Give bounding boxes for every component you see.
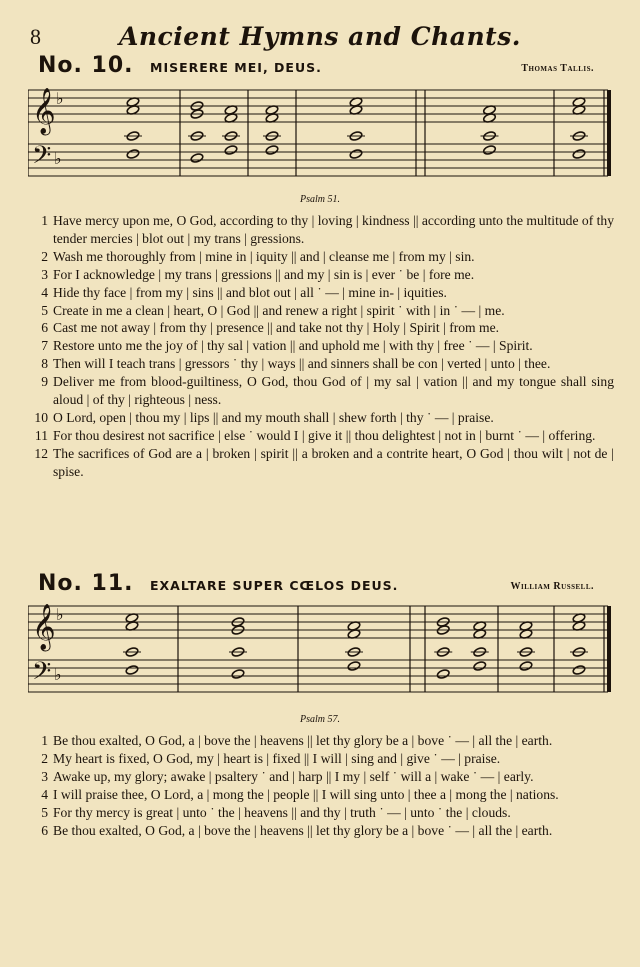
flat-sign-icon: ♭: [54, 149, 62, 168]
verse-text: Deliver me from blood-guiltiness, O God, thou God of | my sal | vation || and my tongue shall sing aloud | of thy | righteous | ness.: [53, 374, 614, 408]
verse-text: I will praise thee, O Lord, a | mong the | people || I will sing unto | thee a | mong the | nations.: [53, 786, 559, 802]
note-head: [473, 661, 487, 672]
verse: [30, 319, 614, 337]
verse-number: 7: [41, 338, 48, 354]
verse: [30, 355, 614, 373]
verse: [30, 786, 614, 804]
verse-list: [30, 212, 614, 481]
note-head: [126, 149, 140, 160]
verse-list: [30, 732, 614, 839]
verse-number: 3: [41, 768, 48, 784]
hymn-number: No. 10.: [38, 53, 134, 78]
verse: [30, 445, 614, 481]
verse-number: 4: [41, 284, 48, 300]
note-head: [265, 145, 279, 156]
flat-sign-icon: ♭: [54, 665, 62, 684]
verse-number: 2: [41, 750, 48, 766]
verse-number: 1: [41, 733, 48, 748]
verse-number: 5: [41, 804, 48, 820]
note-head: [347, 661, 361, 672]
bass-clef-icon: 𝄢: [32, 657, 52, 692]
verse: [30, 337, 614, 355]
verse-text: My heart is fixed, O God, my | heart is | fixed || I will | sing and | give ˙ — | praise.: [53, 750, 501, 766]
final-barline: [607, 606, 611, 692]
verse-text: Awake up, my glory; awake | psaltery ˙ and | harp || I my | self ˙ will a | wake ˙ — | early.: [53, 768, 534, 784]
hymn-title: EXALTARE SUPER CŒLOS DEUS.: [150, 578, 399, 593]
verse-text: Be thou exalted, O God, a | bove the | heavens || let thy glory be a | bove ˙ — | all the | earth.: [53, 733, 553, 748]
verse: [30, 302, 614, 320]
hymn-number: No. 11.: [38, 571, 134, 596]
psalm-label: Psalm 57.: [300, 714, 340, 725]
note-head: [125, 665, 139, 676]
verse-text: Restore unto me the joy of | thy sal | vation || and uphold me | with thy | free ˙ — | Spirit.: [53, 338, 533, 354]
chant-score-svg: [28, 600, 614, 710]
note-head: [572, 149, 586, 160]
note-head: [231, 669, 245, 680]
verse-text: O Lord, open | thou my | lips || and my mouth shall | shew forth | thy ˙ — | praise.: [53, 409, 494, 425]
note-head: [483, 145, 497, 156]
verse: [30, 427, 614, 445]
note-head: [436, 669, 450, 680]
final-barline: [607, 90, 611, 176]
note-head: [224, 145, 238, 156]
hymn-composer: William Russell.: [510, 581, 594, 592]
verse-text: For thou desirest not sacrifice | else ˙ would I | give it || thou delightest | not in | burnt ˙ — | offering.: [53, 427, 596, 443]
verse-number: 6: [41, 822, 48, 838]
bass-clef-icon: 𝄢: [32, 141, 52, 176]
verse: [30, 284, 614, 302]
verse-number: 2: [41, 248, 48, 264]
verse-number: 8: [41, 356, 48, 372]
verse: [30, 768, 614, 786]
verse: [30, 732, 614, 750]
chant-score-svg: [28, 84, 614, 194]
psalm-label: Psalm 51.: [300, 194, 340, 205]
verse-text: Create in me a clean | heart, O | God || and renew a right | spirit ˙ with | in ˙ — | me.: [53, 302, 505, 318]
verse: [30, 750, 614, 768]
verse-number: 10: [34, 409, 48, 425]
treble-clef-icon: 𝄞: [32, 604, 56, 650]
verse: [30, 804, 614, 822]
flat-sign-icon: ♭: [56, 89, 64, 108]
page-title: Ancient Hymns and Chants.: [118, 22, 521, 51]
note-head: [572, 665, 586, 676]
verse: [30, 409, 614, 427]
verse-text: For thy mercy is great | unto ˙ the | heavens || and thy | truth ˙ — | unto ˙ the | clouds.: [53, 804, 511, 820]
music-score: [28, 600, 614, 710]
verse-text: Wash me thoroughly from | mine in | iquity || and | cleanse me | from my | sin.: [53, 248, 475, 264]
verse-text: Have mercy upon me, O God, according to thy | loving | kindness || according unto the multitude of thy tender mercies | blot out | my trans | gressions.: [53, 213, 614, 246]
verse: [30, 822, 614, 840]
hymn-title: MISERERE MEI, DEUS.: [150, 60, 322, 75]
verse-number: 11: [34, 427, 48, 443]
treble-clef-icon: 𝄞: [32, 88, 56, 134]
flat-sign-icon: ♭: [56, 605, 64, 624]
verse: [30, 248, 614, 266]
verse-text: Hide thy face | from my | sins || and blot out | all ˙ — | mine in- | iquities.: [53, 284, 447, 300]
hymn-header: [38, 566, 594, 596]
note-head: [190, 153, 204, 164]
note-head: [519, 661, 533, 672]
verse-text: Be thou exalted, O God, a | bove the | heavens || let thy glory be a | bove ˙ — | all the | earth.: [53, 822, 553, 838]
verse-number: 4: [41, 786, 48, 802]
note-head: [349, 149, 363, 160]
verse: [30, 373, 614, 409]
verse-number: 3: [41, 266, 48, 282]
verse-text: Cast me not away | from thy | presence || and take not thy | Holy | Spirit | from me.: [53, 320, 500, 336]
music-score: [28, 84, 614, 194]
hymn-composer: Thomas Tallis.: [521, 63, 594, 74]
verse-number: 5: [41, 302, 48, 318]
verse-number: 12: [34, 445, 48, 461]
verse-text: For I acknowledge | my trans | gressions || and my | sin is | ever ˙ be | fore me.: [53, 266, 475, 282]
hymn-header: [38, 48, 594, 78]
verse-text: The sacrifices of God are a | broken | spirit || a broken and a contrite heart, O God | thou wilt | not de | spise.: [53, 445, 614, 479]
verse-number: 1: [41, 213, 48, 228]
verse-number: 6: [41, 320, 48, 336]
page-number: 8: [30, 24, 41, 49]
verse: [30, 266, 614, 284]
verse-text: Then will I teach trans | gressors ˙ thy | ways || and sinners shall be con | verted | unto | thee.: [53, 356, 551, 372]
verse-number: 9: [41, 374, 48, 390]
verse: [30, 212, 614, 248]
